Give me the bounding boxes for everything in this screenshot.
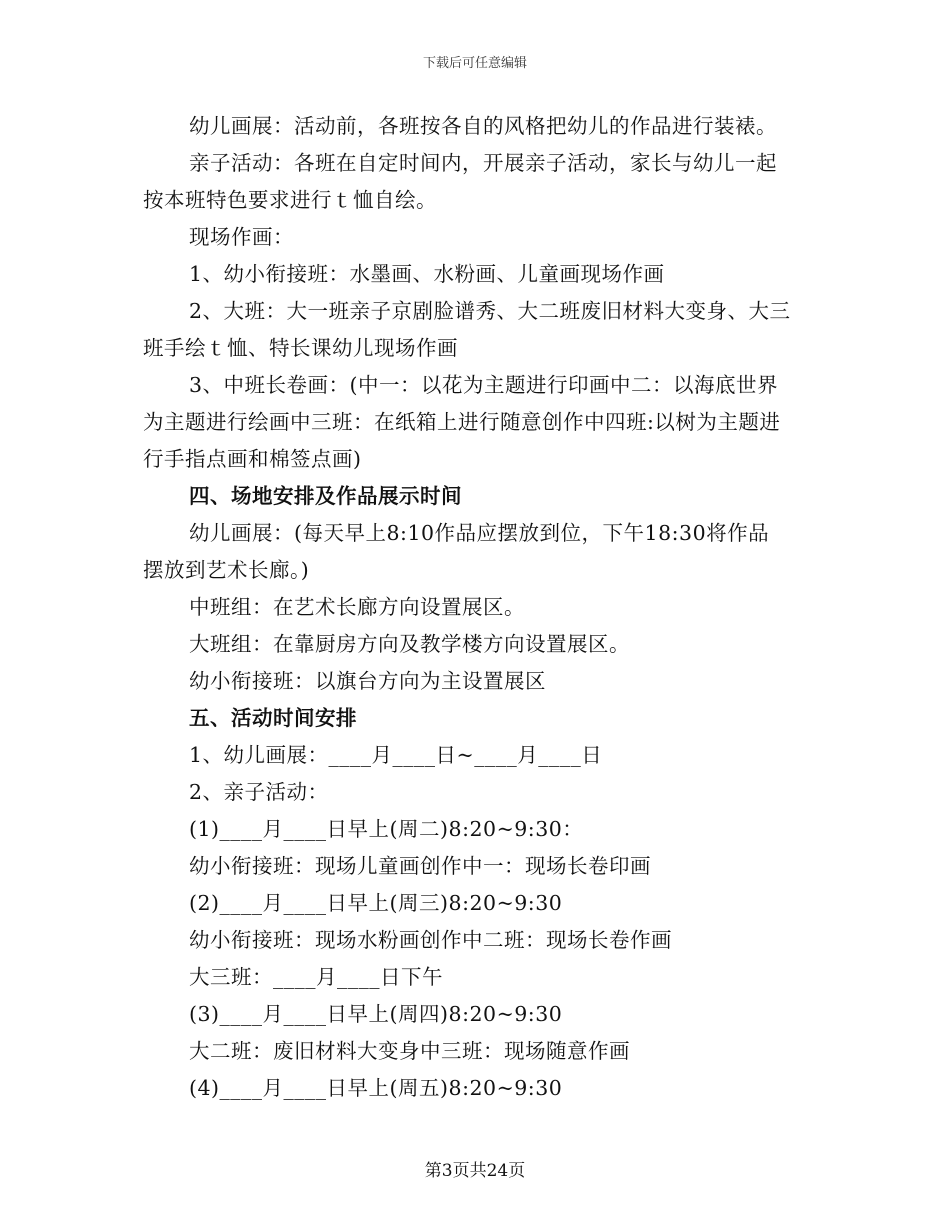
section-heading: 四、场地安排及作品展示时间 (189, 484, 462, 508)
text-line: 中班组：在艺术长廊方向设置展区。 (189, 595, 525, 619)
text-line: (4)____月____日早上(周五)8:20~9:30 (189, 1076, 563, 1100)
text-line: 幼小衔接班：以旗台方向为主设置展区 (189, 669, 546, 693)
text-line: 现场作画： (189, 225, 294, 249)
text-line: 大二班：废旧材料大变身中三班：现场随意作画 (189, 1039, 630, 1063)
text-line: 亲子活动：各班在自定时间内，开展亲子活动，家长与幼儿一起 (189, 151, 777, 175)
text-line: (2)____月____日早上(周三)8:20~9:30 (189, 891, 563, 915)
text-line: 摆放到艺术长廊。) (143, 558, 310, 582)
header-note: 下载后可任意编辑 (422, 56, 527, 71)
text-line: 幼小衔接班：现场儿童画创作中一：现场长卷印画 (189, 854, 651, 878)
section-heading: 五、活动时间安排 (189, 706, 357, 730)
text-line: 1、幼小衔接班：水墨画、水粉画、儿童画现场作画 (189, 262, 665, 286)
document-body (143, 108, 813, 1107)
page-number: 第3页共24页 (424, 1161, 526, 1181)
text-line: 幼儿画展：(每天早上8:10作品应摆放到位，下午18:30将作品 (189, 521, 770, 545)
text-line: 为主题进行绘画中三班：在纸箱上进行随意创作中四班:以树为主题进 (143, 410, 781, 434)
text-line: 幼儿画展：活动前，各班按各自的风格把幼儿的作品进行装裱。 (189, 114, 777, 138)
text-line: 幼小衔接班：现场水粉画创作中二班：现场长卷作画 (189, 928, 672, 952)
text-line: 3、中班长卷画：(中一：以花为主题进行印画中二：以海底世界 (189, 373, 779, 397)
text-line: 2、大班：大一班亲子京剧脸谱秀、大二班废旧材料大变身、大三 (189, 299, 791, 323)
text-line: (3)____月____日早上(周四)8:20~9:30 (189, 1002, 563, 1026)
text-line: (1)____月____日早上(周二)8:20~9:30： (189, 817, 584, 841)
text-line: 2、亲子活动： (189, 780, 329, 804)
text-line: 大三班：____月____日下午 (189, 965, 443, 989)
text-line: 1、幼儿画展：____月____日~____月____日 (189, 743, 603, 767)
text-line: 行手指点画和棉签点画) (143, 447, 362, 471)
text-line: 大班组：在靠厨房方向及教学楼方向设置展区。 (189, 632, 630, 656)
text-line: 按本班特色要求进行ｔ恤自绘。 (143, 188, 437, 212)
text-line: 班手绘ｔ恤、特长课幼儿现场作画 (143, 336, 458, 360)
